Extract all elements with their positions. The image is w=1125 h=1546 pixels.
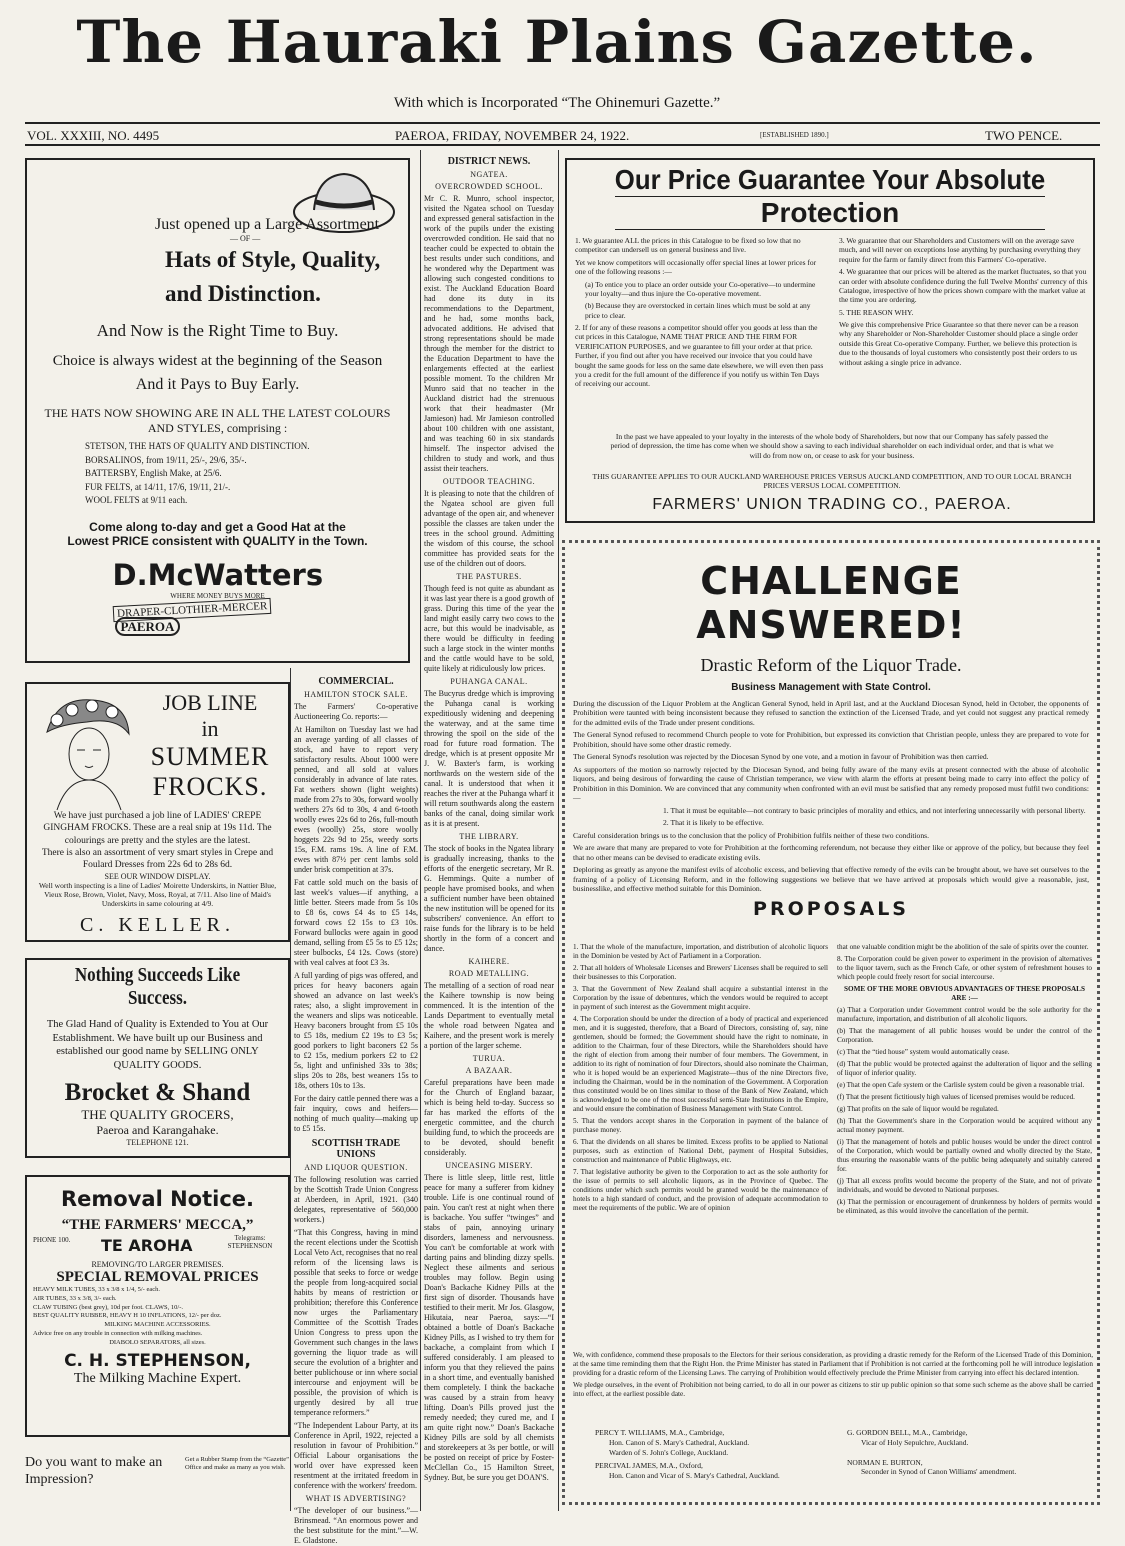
paragraph: The General Synod's resolution was rejected by the Diocesan Synod by one vote, and a motion in favour of Prohibition was then carried.: [573, 752, 989, 762]
price-guarantee-advertisement: [565, 158, 1095, 523]
hats-item: BATTERSBY, English Make, at 25/6.: [85, 468, 222, 478]
stephenson-name: C. H. STEPHENSON,: [64, 1351, 251, 1372]
removal-contact-row: [33, 1234, 282, 1260]
proposal: 6. That the dividends on all shares be limited. Excess profits to be applied to National purposes, such as extinction of National Debt, payment of Hospital Subsidies, construction and maintenance of Public Highways, etc.: [573, 1138, 828, 1164]
proposals-right: [837, 943, 1092, 1219]
district-news-column: [424, 152, 554, 1507]
frocks-line3: SUMMER: [150, 742, 270, 771]
proposal: 3. That the Government of New Zealand shall acquire a substantial interest in the Corporation by the issue of debentures, which the vendors would be required to accept in payment of such interest as the Government might acquire.: [573, 985, 828, 1011]
guarantee-p5-heading: 5. THE REASON WHY.: [839, 307, 914, 317]
brand-tagline: WHERE MONEY BUYS MORE: [170, 591, 265, 600]
road-text: The metalling of a section of road near the Kaihere township is now being commenced. It is the intention of the Lands Department to eventually metal the whole road between Ngatea and Kaihere, and the present work is merely a portion of the larger scheme.: [424, 981, 554, 1050]
misery-text: There is little sleep, little rest, little peace for many a sufferer from kidney trouble. Life is one continual round of pain. You can't rest at night when there is backache. You suffer “twinges” and stabs of pain, annoying urinary disorders, lameness and nervousness. You can't be comfortable at work with darting pains and blinding dizzy spells. Neglect these ailments and serious troubles may follow. Begin using Doan's Backache Kidney Pills at the first sign of disorder. Thousands have testified to their merit. Mr Jos. Glasgow, Hikutaia, near Paeroa, says:—“I obtained a bottle of Doan's Backache Kidney Pills, as I wished to try them for backache, a complaint from which I suffered considerably. I am pleased to inform you that they relieved the pains in a short time, and eventually banished them completely. I think the backache was caused by a strain from heavy lifting. Doan's Pills proved just the remedy needed; they cured me, and I am quite right now.” Doan's Backache Kidney Pills are sold by all chemists and storekeepers at 3s per bottle, or will be posted on receipt of price by Foster-McClellan Co., 15 Hamilton Street, Sydney. But, be sure you get DOAN'S.: [424, 1173, 554, 1482]
advantage: (j) That all excess profits would become the property of the State, and not of private individuals, and would be devoted to National purposes.: [837, 1177, 1092, 1194]
hats-item: STETSON, THE HATS OF QUALITY AND DISTINCTION.: [85, 441, 310, 451]
challenge-subheading: Drastic Reform of the Liquor Trade.: [700, 655, 962, 675]
advantage: (f) That the present fictitiously high values of licensed premises would be reduced.: [837, 1093, 1075, 1101]
brocket-body: The Glad Hand of Quality is Extended to You at Our Establishment. We have built up our Business and established our good name by SELLING ONLY QUALITY GOODS.: [46, 1019, 269, 1071]
paragraph: As supporters of the motion so narrowly rejected by the Diocesan Synod, and being fully aware of the many evils at present connected with the abuse of alcoholic liquors, and being desirous of forwarding the cause of Christian temperance, we view with alarm the efforts at present being made to carry into effect the policy of Prohibition in this Dominion. We are convinced that any community when confronted with an evil must be satisfied that any remedy proposed must fulfil two conditions:—: [573, 764, 1089, 803]
advertising-text: “The developer of our business.”—Brinsmead. “An enormous power and the best substitute for the mint.”—W. E. Gladstone.: [294, 1506, 418, 1545]
paragraph: At Hamilton on Tuesday last we had an average yarding of all classes of stock, and have to report very satisfactory results. About 1000 were penned, and all sold at values considerably in advance of late rates. Fat wethers shown (light weights) made from 27s to 30s, forward woolly wethers 27s 6d to 30s, 4 and 6-tooth woolly ewes 22s 6d to 26s, full-mouth ewes (woolly) 25s, store woolly hoggets 22s 9d to 25s, weedy sorts 15s, F.M. rams 19s. A line of F.M. ewes with 87½ per cent lambs sold under brisk competition at 37s.: [294, 725, 418, 874]
proposal: 4. The Corporation should be under the direction of a body of practical and experienced men, and it is suggested, therefore, that a Board of Directors, consisting of, say, nine gentlemen, should be formed; the Government should have the right to nominate, in addition to the Chairman, four of these Directors, while the Shareholders should have the right of election from among their number of four members. The Government, in addition to its right of nomination of four Directors, should also nominate the Chairman, who it is hoped would be an experienced Magistrate—thus of the nine Directors five, including the Chairman, would be in the nomination of the Government. A Corporation thus constituted would be on lines similar to those of the Bank of New Zealand, which is acknowledged to be one of the most successful semi-State Institutions in the Empire, and would ensure the combination of Business Management with State Control.: [573, 1015, 828, 1113]
frocks-window: SEE OUR WINDOW DISPLAY.: [104, 871, 211, 881]
district-heading: DISTRICT NEWS.: [447, 156, 531, 167]
removal-special: SPECIAL REMOVAL PRICES: [56, 1269, 259, 1285]
paragraph: Fat cattle sold much on the basis of last week's values—if anything, a little better. Steers made from 5s 10s to £8 6s, cows £4 4s to £5 14s, forward cows £2 15s to £3 10s. Forward bullocks were again in good demand, selling from £5 5s to £5 12s; steer bulbocks, £4 12s. Cows (store) with veal calves at foot £3 3s.: [294, 878, 418, 967]
removal-price-list: [33, 1286, 282, 1347]
challenge-answered-article: [562, 540, 1100, 1505]
school-heading: OVERCROWDED SCHOOL.: [435, 182, 543, 191]
guarantee-p1: 1. We guarantee ALL the prices in this Catalogue to be fixed so low that no competitor can undersell us on general business and live.: [575, 236, 801, 255]
ngatea-heading: NGATEA.: [470, 170, 508, 179]
established: [ESTABLISHED 1890.]: [760, 131, 829, 139]
hats-price-list: [85, 440, 400, 508]
guarantee-p1b: Yet we know competitors will occasionally offer special lines at lower prices for one of the following reasons :—: [575, 257, 817, 277]
scottish-heading: SCOTTISH TRADE UNIONS: [311, 1138, 401, 1160]
proposal: that one valuable condition might be the abolition of the sale of spirits over the counter.: [837, 943, 1089, 951]
advantage: (b) That the management of all public houses would be under the control of the Corporation.: [837, 1027, 1092, 1044]
column-rule: [558, 150, 559, 1511]
impression-question: Do you want to make an Impression?: [25, 1455, 163, 1487]
signatures-right: [847, 1428, 1092, 1477]
paragraph: We, with confidence, commend these proposals to the Electors for their serious consideration, as providing a drastic remedy for the Reform of the Licensed Trade of this Dominion, at the same time reminding them that the Right Hon. the Prime Minister has stated in Parliament that if Prohibition is not carried at the forthcoming poll he will introduce legislation providing for a drastic reform of the Licensing Laws. The carrying of Prohibition would effectively preclude the Prime Minister from carrying into effect his declared intention.: [573, 1351, 1093, 1377]
brocket-headline: Nothing Succeeds Like Success.: [74, 964, 241, 1009]
hats-line3: and Distinction.: [165, 281, 321, 306]
brocket-phone: TELEPHONE 121.: [126, 1137, 189, 1147]
paragraph: The following resolution was carried by the Scottish Trade Union Congress at Aberdeen, in April, 1921. (340 delegates, representative of 560,000 workers.): [294, 1175, 418, 1224]
guarantee-left: [575, 236, 825, 392]
paragraph: A full yarding of pigs was offered, and prices for heavy baconers again showed an advance on last week's rates; also, a slight improvement in the weaners and slips was noticeable. Heavy baconers brought from £5 10s to £5 18s, medium £2 19s to £3 5s; good porkers to light baconers £2 5s to £2 15s, medium porkers £2 to £2 5s, light and unfinished 33s to 38s; slips 20s to 28s, best weaners 15s to 18s, others 10s to 13s.: [294, 971, 418, 1090]
hats-line1: Just opened up a Large Assortment: [155, 216, 380, 233]
frocks-advertisement: [25, 682, 290, 942]
advantage: (d) That the public would be protected against the adulteration of liquor and the selling of liquor of inferior quality.: [837, 1060, 1092, 1077]
removal-item: BEST QUALITY RUBBER, HEAVY H 10 INFLATIONS, 12/- per doz.: [33, 1312, 222, 1320]
stephenson-expert: The Milking Machine Expert.: [73, 1371, 242, 1387]
signature-title: Hon. Canon and Vicar of S. Mary's Cathedral, Auckland.: [609, 1471, 780, 1480]
removal-item: CLAW TUBING (best grey), 10d per foot. CLAWS, 10/-.: [33, 1303, 184, 1311]
volume-number: VOL. XXXIII, NO. 4495: [27, 128, 160, 143]
newspaper-subtitle: With which is Incorporated “The Ohinemuri Gazette.”: [393, 95, 721, 111]
place-date: PAEROA, FRIDAY, NOVEMBER 24, 1922.: [395, 128, 630, 143]
commercial-subheading: HAMILTON STOCK SALE.: [304, 690, 408, 699]
proposals-heading: PROPOSALS: [753, 897, 909, 920]
guarantee-past: In the past we have appealed to your loyalty in the interests of the whole body of Shareholders, but now that our Company has safely passed the period of depression, the time has come when we should show a saving to each individual shareholder on each individual order, and that is what we will do from now on, or cease to ask for your business.: [610, 432, 1054, 460]
signature-title: Hon. Canon of S. Mary's Cathedral, Auckland.: [609, 1437, 750, 1447]
paragraph: We are aware that many are prepared to vote for Prohibition at the forthcoming referendum, not because they either like or approve of the policy, but because they feel that no other means can be devised to eradicate existing evils.: [573, 843, 1089, 862]
paragraph: Deploring as greatly as anyone the manifest evils of alcoholic excess, and believing that effective remedy of the evils can be brought about, we have set ourselves to the framing of a policy of Licensing Reform, and in the following suggestions we believe that we have arrived at proposals which would give a reasonable, just, businesslike, and effective method suitable for this Dominion.: [573, 865, 1089, 894]
turua-heading: TURUA.: [472, 1054, 506, 1063]
school-text: Mr C. R. Munro, school inspector, visited the Ngatea school on Tuesday and expressed general satisfaction in the work of the pupils under the existing overcrowded condition. He said that no teacher could be expected to obtain the best results under such conditions, and he wondered why the Department was allowing such congested conditions to exist. The Auckland Education Board had done its duty in its recommendations to the Department, and he had, some months back, advocated additions. He advised that strong representations should be made through the member for the district to the Education Department to have the enlargements effected at the earliest possible moment. To the children Mr Munro said that no teacher in the Auckland district had the strenuous work that their headmaster (Mr Jamieson) had. Mr Jamieson controlled about 100 children with one assistant, and was teaching 60 in six standards himself. The inspector advised the children to study and work, and thus assist their teachers.: [424, 194, 554, 473]
hats-line7: THE HATS NOW SHOWING ARE IN ALL THE LATEST COLOURS AND STYLES, comprising :: [44, 406, 391, 435]
commercial-heading: COMMERCIAL.: [318, 676, 394, 687]
keller-name: C. KELLER.: [80, 913, 235, 936]
commercial-column: [294, 672, 418, 1545]
lady-portrait: [37, 692, 137, 810]
dateline: [25, 122, 1100, 146]
bazaar-text: Careful preparations have been made for the Church of England bazaar, which is being held to-day. Success so far has marked the efforts of the energetic committee, and the church building fund, to which the proceeds are to be devoted, should benefit considerably.: [424, 1078, 554, 1157]
pastures-heading: THE PASTURES.: [456, 572, 522, 581]
signature-name: G. GORDON BELL, M.A., Cambridge,: [847, 1428, 968, 1437]
condition: 1. That it must be equitable—not contrary to basic principles of morality and ethics, and not interfering unnecessarily with personal liberty.: [663, 805, 1086, 815]
guarantee-firm: FARMERS' UNION TRADING CO., PAEROA.: [652, 496, 1012, 513]
hat-illustration: [289, 164, 399, 244]
mcwatters-logo: [113, 558, 323, 638]
frocks-body: We have just purchased a job line of LADIES' CREPE GINGHAM FROCKS. These are a real snip at 19s 11d. The colourings are pretty and the styles are the latest.: [43, 811, 272, 846]
challenge-subheading2: Business Management with State Control.: [731, 682, 931, 693]
proposal: 7. That legislative authority be given to the Corporation to act as the sole authority for the issue of permits to sell alcoholic liquors, as in the Province of Quebec. The conditions under which such permits would be granted would be the maintenance of hotels to a high standard of conduct, and the provision of adequate accommodation to meet the requirements of the public. We are of opinion: [573, 1168, 828, 1212]
advantage: (g) That profits on the sale of liquor would be regulated.: [837, 1105, 999, 1113]
guarantee-protection: Protection: [615, 196, 1045, 230]
proposal: 8. The Corporation could be given power to experiment in the provision of alternatives to the liquor tavern, such as the French Cafe, or other system of refreshment houses to which people could freely resort for social intercourse.: [837, 955, 1092, 981]
brand-name: D.McWatters: [112, 557, 324, 592]
advantages-heading: SOME OF THE MORE OBVIOUS ADVANTAGES OF THESE PROPOSALS ARE :—: [844, 985, 1085, 1002]
brand-town: PAEROA: [115, 617, 181, 636]
signature-title: Seconder in Synod of Canon Williams' amendment.: [861, 1467, 1017, 1477]
library-heading: THE LIBRARY.: [459, 832, 519, 841]
removal-headline: Removal Notice.: [61, 1187, 254, 1211]
removal-item: HEAVY MILK TUBES, 33 x 3/8 x 1/4, 5/- each.: [33, 1286, 160, 1293]
hats-line5: Choice is always widest at the beginning of the Season: [52, 353, 383, 369]
brocket-name: Brocket & Shand: [64, 1078, 251, 1106]
guarantee-b: (b) Because they are overstocked in certain lines which must be sold at any price to clear.: [585, 301, 811, 320]
guarantee-p3: 3. We guarantee that our Shareholders and Customers will on the average save much, and will never on exceptions lose anything by purchasing everything they require for the farm or family direct from this Farmers' Co-operative.: [839, 236, 1081, 264]
challenge-intro: [573, 699, 1089, 894]
removal-item: MILKING MACHINE ACCESSORIES.: [104, 1321, 211, 1329]
removal-advice: Advice free on any trouble in connection with milking machines.: [33, 1329, 203, 1337]
hats-of: — OF —: [230, 234, 261, 243]
frocks-underskirts: Well worth inspecting is a line of Ladies' Moirette Underskirts, in Nattier Blue, Vieux Rose, Brown, Violet, Navy, Moss, Royal, at 7/11. Also line of Maid's Underskirts in same colouring at 4/9.: [38, 880, 277, 908]
brocket-place: Paeroa and Karangahake.: [96, 1122, 219, 1137]
proposal: 2. That all holders of Wholesale Licenses and Brewers' Licenses shall be required to sell their businesses to this Corporation.: [573, 964, 828, 981]
removal-mecca: “THE FARMERS' MECCA,”: [61, 1217, 254, 1233]
newspaper-title: The Hauraki Plains Gazette.: [76, 8, 1038, 76]
frocks-body2: There is also an assortment of very smart styles in Crepe and Foulard Dresses from 22s 6d to 28s 6d.: [41, 848, 274, 871]
paragraph: The General Synod refused to recommend Church people to vote for Prohibition, but expressed its conviction that Christian people, unless they are prepared to vote for Prohibition, should have some other drastic remedy.: [573, 730, 1089, 749]
frocks-line4: FROCKS.: [152, 772, 268, 801]
scottish-subheading: AND LIQUOR QUESTION.: [304, 1163, 408, 1172]
challenge-heading: CHALLENGE ANSWERED!: [696, 559, 966, 647]
signature-name: PERCY T. WILLIAMS, M.A., Cambridge,: [595, 1428, 725, 1437]
condition: 2. That it is likely to be effective.: [663, 818, 764, 828]
paragraph: During the discussion of the Liquor Problem at the Anglican General Synod, held in April last, and at the Auckland Diocesan Synod, held in October, the opponents of Prohibition were taunted with being inconsistent because they refused to sanction the extinction of the Licensed Trade, and yet could not suggest any practical remedy for the admitted evils of the Trade under present conditions.: [573, 699, 1089, 727]
bazaar-heading: A BAZAAR.: [465, 1066, 513, 1075]
canal-heading: PUHANGA CANAL.: [450, 677, 528, 686]
removal-larger: REMOVING/TO LARGER PREMISES.: [91, 1260, 224, 1269]
column-rule: [420, 150, 421, 1511]
hats-line4: And Now is the Right Time to Buy.: [96, 321, 339, 340]
hats-line2: Hats of Style, Quality,: [165, 247, 381, 272]
outdoor-heading: OUTDOOR TEACHING.: [442, 477, 536, 486]
road-heading: ROAD METALLING.: [448, 969, 530, 978]
paragraph: “The Independent Labour Party, at its Conference in April, 1922, rejected a resolution in favour of Prohibition.” Official Labour organisations the world over have expressed keen resentment at the irritated freedom in conference with the workers' freedom.: [294, 1421, 418, 1490]
guarantee-right: [839, 236, 1089, 370]
hats-line6: And it Pays to Buy Early.: [135, 376, 300, 393]
outdoor-text: It is pleasing to note that the children of the Ngatea school are given full advantage of the open air, and whenever possible the classes are taken under the trees in the school ground. Admitting the wisdom of this course, the school committee has provided seats for the use of the children out of doors.: [424, 489, 554, 568]
guarantee-a: (a) To entice you to place an order outside your Co-operative—to undermine your loyalty—and thus injure the Co-operative movement.: [585, 279, 816, 298]
masthead: [0, 0, 1114, 90]
pastures-text: Though feed is not quite as abundant as it was last year there is a good growth of grass. During this time of the year the land might easily carry two cows to the acre, but this would be inadvisable, as there would be difficulty in feeding such a large stock in the winter months and the cattle would have to be sold, quite likely at ridiculously low prices.: [424, 584, 554, 673]
signature-title: Warden of S. John's College, Auckland.: [609, 1447, 729, 1457]
library-text: The stock of books in the Ngatea library is gradually increasing, thanks to the efforts of the energetic secretary, Mr R. G. Hemmings. Quite a number of people have promised books, and when a sufficient number have been obtained the new institution will be opened for its subscribers' convenience. An effort to raise funds for the library is to be held shortly in the form of a concert and dance.: [424, 844, 554, 953]
column-rule: [290, 668, 291, 1511]
guarantee-p4: 4. We guarantee that our prices will be altered as the market fluctuates, so that you can order with absolute confidence during the full Twelve Months' currency of this Catalogue, irrespective of how the prices shown compare with the market value at the time you are ordering.: [839, 267, 1088, 305]
removal-item: AIR TUBES, 33 x 3/8, 3/- each.: [33, 1294, 117, 1302]
paragraph: For the dairy cattle penned there was a fair inquiry, cows and heifers—nothing of much quality—making up to £5 15s.: [294, 1094, 418, 1133]
misery-heading: UNCEASING MISERY.: [445, 1161, 533, 1170]
paragraph: Careful consideration brings us to the conclusion that the policy of Prohibition fulfils neither of these two conditions.: [573, 830, 929, 840]
removal-town: TE AROHA: [101, 1236, 193, 1255]
guarantee-heading: Our Price Guarantee Your Absolute: [614, 164, 1046, 195]
signature-title: Vicar of Holy Sepulchre, Auckland.: [861, 1437, 969, 1447]
hats-item: WOOL FELTS at 9/11 each.: [85, 495, 188, 505]
brand-trade: DRAPER-CLOTHIER-MERCER: [112, 597, 271, 621]
impression-answer: Get a Rubber Stamp from the “Gazette” Office and make as many as you wish.: [185, 1456, 289, 1472]
proposal: 1. That the whole of the manufacture, importation, and distribution of alcoholic liquors in the Dominion be vested by Act of Parliament in a Corporation.: [573, 943, 828, 960]
hats-advertisement: [25, 158, 410, 663]
removal-telegrams: Telegrams: STEPHENSON: [227, 1234, 273, 1250]
guarantee-p2: 2. If for any of these reasons a competitor should offer you goods at less than the cut prices in this Catalogue, NAME THAT PRICE AND THE FIRM FOR VERIFICATION PURPOSES, and we guarantee to fill your order at that price. Further, if you find out after you have received our invoice that you could have bought the same goods for less on the same date elsewhere, we will even then pass you a credit for the full amount of the difference if you notify us within Ten Days of receiving our account.: [575, 323, 824, 389]
price: TWO PENCE.: [985, 128, 1063, 143]
advantage: (a) That a Corporation under Government control would be the sole authority for the manufacture, importation, and distribution of all alcoholic liquors.: [837, 1006, 1092, 1023]
advertising-heading: WHAT IS ADVERTISING?: [305, 1494, 407, 1503]
hats-item: BORSALINOS, from 19/11, 25/-, 29/6, 35/-.: [85, 454, 247, 465]
kaihere-heading: KAIHERE.: [468, 957, 510, 966]
frocks-line2: in: [201, 716, 219, 741]
guarantee-applies: THIS GUARANTEE APPLIES TO OUR AUCKLAND WAREHOUSE PRICES VERSUS AUCKLAND COMPETITION, AND TO OUR LOCAL BRANCH PRICES VERSUS LOCAL COMPETITION.: [592, 472, 1072, 490]
brocket-tag: THE QUALITY GROCERS,: [81, 1106, 234, 1122]
commercial-text: [294, 702, 418, 1134]
scottish-text: [294, 1175, 418, 1491]
paragraph: The Farmers' Co-operative Auctioneering Co. reports:—: [294, 702, 418, 721]
brocket-shand-advertisement: [25, 958, 290, 1158]
removal-notice-advertisement: [25, 1175, 290, 1437]
advantage: (k) That the permission or encouragement of drunkenness by holders of permits would be eliminated, as this would involve the cancellation of the permit.: [837, 1198, 1092, 1215]
advantage: (c) That the “tied house” system would automatically cease.: [837, 1048, 1010, 1056]
paragraph: We pledge ourselves, in the event of Prohibition not being carried, to do all in our power as citizens to stir up public opinion so that some such scheme as the above shall be carried into effect, at the earliest possible date.: [573, 1381, 1093, 1398]
removal-phone: PHONE 100.: [33, 1236, 71, 1244]
guarantee-p5: We give this comprehensive Price Guarantee so that there never can be a reason why any Shareholder or Non-Shareholder Customer should place a single order outside this Great Co-operative Company. Further, we believe this protection is due to the thousands of loyal customers who consistently post their orders to us without asking a single price in advance.: [839, 320, 1079, 367]
advantage: (e) That the open Cafe system or the Carlisle system could be given a reasonable trial.: [837, 1081, 1085, 1089]
hats-cta2: Lowest PRICE consistent with QUALITY in the Town.: [67, 533, 368, 548]
proposals-left: [573, 943, 828, 1216]
challenge-closing: [573, 1351, 1093, 1402]
advantage: (i) That the management of hotels and public houses would be under the direct control of the Corporation, which would be partially owned and wholly directed by the State, thus ensuring the reasonable wants of the public being adequately and suitably catered for.: [837, 1138, 1092, 1173]
advantage: (h) That the Government's share in the Corporation would be acquired without any actual money payment.: [837, 1117, 1092, 1134]
proposal: 5. That the vendors accept shares in the Corporation in payment of the balance of purchase money.: [573, 1117, 828, 1134]
canal-text: The Bucyrus dredge which is improving the Puhanga canal is working expeditiously widening and deepening the waterway, and at the same time throwing the spoil on the side of the road for future road formation. The dredge, which is at present opposite Mr J. W. Baxter's farm, is working northwards on the western side of the canal. It is understood that when it reaches the river at the Puhanga wharf it will return southwards along the eastern banks of the canal, doing similar work as it is at present.: [424, 689, 554, 828]
signature-name: PERCIVAL JAMES, M.A., Oxford,: [595, 1461, 703, 1471]
removal-diabolo: DIABOLO SEPARATORS, all sizes.: [109, 1338, 206, 1346]
frocks-line1: JOB LINE: [162, 690, 258, 715]
hats-cta1: Come along to-day and get a Good Hat at the: [89, 519, 346, 534]
signature-name: NORMAN E. BURTON,: [847, 1457, 923, 1467]
paragraph: “That this Congress, having in mind the recent elections under the Scottish Local Veto Act, recognises that no real reform of the licensing laws is possible that seeks to force or wedge the people from long-acquired social habits by means of restriction or prohibition; therefore this Conference now urges the Parliamentary Committee of the Scottish Trades Union Congress to press upon the Government such changes in the laws governing the liquor trade as will secure the evolution of a brighter and better publichouse or inn where social intercourse and enjoyment will be possible, the provision of which is urgently desired by all true temperance reformers.”: [294, 1228, 418, 1417]
hats-item: FUR FELTS, at 14/11, 17/6, 19/11, 21/-.: [85, 481, 231, 492]
signatures-left: [595, 1428, 835, 1481]
